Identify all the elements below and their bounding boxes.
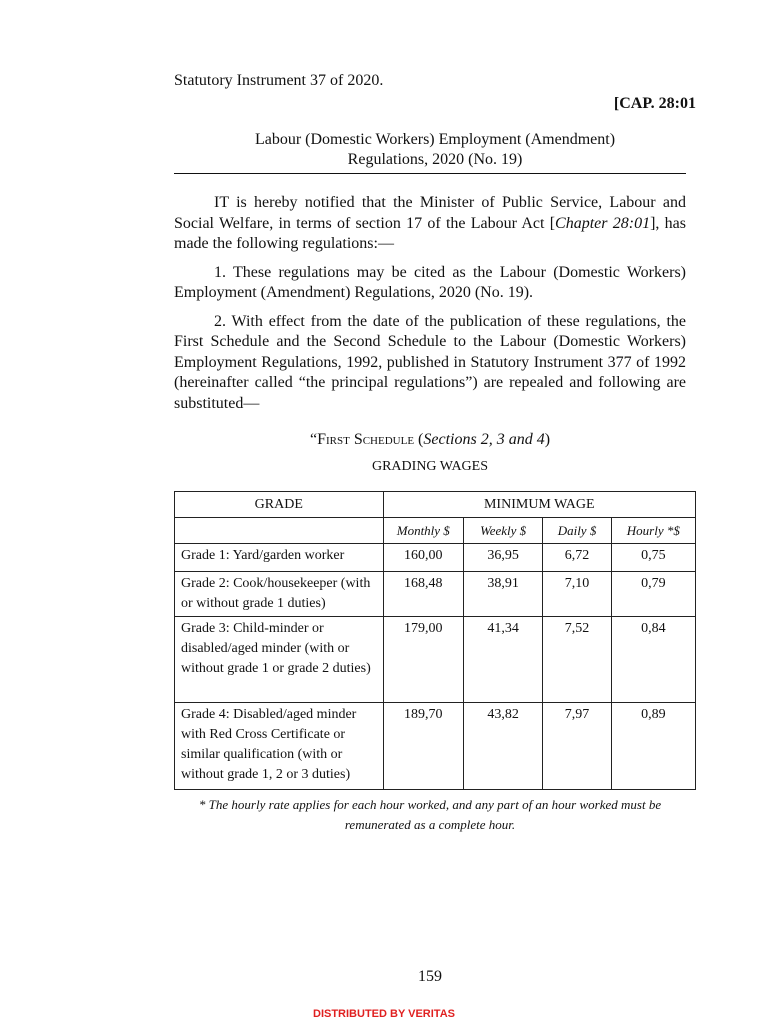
schedule-subtitle: GRADING WAGES	[371, 459, 489, 474]
monthly-header: Monthly $	[383, 518, 463, 544]
page-number: 159	[418, 968, 442, 985]
schedule-paren-close: )	[544, 431, 551, 448]
schedule-heading	[174, 431, 686, 449]
table-row	[175, 703, 696, 790]
monthly-cell: 168,48	[383, 572, 463, 617]
weekly-cell: 36,95	[463, 544, 542, 572]
hourly-rate-footnote: * The hourly rate applies for each hour worked, and any part of an hour worked must be remunerated as a complete hour.	[198, 797, 662, 832]
table-subheader-row	[175, 518, 696, 544]
hourly-header: Hourly *$	[611, 518, 695, 544]
grade-cell: Grade 1: Yard/garden worker	[175, 544, 384, 572]
preamble-text-end: ], has made the following regulations:—	[174, 214, 687, 252]
schedule-paren-open: (	[414, 431, 424, 448]
hourly-cell: 0,84	[611, 617, 695, 703]
preamble-text: IT is hereby notified that the Minister of Public Service, Labour and Social Welfare, in terms of section 17 of the Labour Act [	[174, 194, 686, 232]
regulation-title	[174, 130, 696, 170]
chapter-citation: Chapter 28:01	[555, 214, 651, 232]
schedule-quote: “	[309, 431, 318, 448]
distributed-by-watermark: DISTRIBUTED BY VERITAS	[313, 1008, 455, 1020]
hourly-cell: 0,89	[611, 703, 695, 790]
daily-cell: 7,10	[543, 572, 611, 617]
paragraph-citation: 1. These regulations may be cited as the Labour (Domestic Workers) Employment (Amendment) Regulations, 2020 (No. 19).	[174, 263, 686, 301]
table-row	[175, 617, 696, 703]
weekly-cell: 41,34	[463, 617, 542, 703]
monthly-cell: 189,70	[383, 703, 463, 790]
daily-cell: 7,97	[543, 703, 611, 790]
title-line-1: Labour (Domestic Workers) Employment (Amendment)	[254, 131, 616, 148]
monthly-cell: 179,00	[383, 617, 463, 703]
grade-cell: Grade 2: Cook/housekeeper (with or without grade 1 duties)	[175, 572, 384, 617]
paragraph-preamble	[174, 193, 686, 255]
paragraph-substitution: 2. With effect from the date of the publication of these regulations, the First Schedule and the Second Schedule to the Labour (Domestic Workers) Employment Regulations, 1992, published in Statutory Instrument 377 of 1992 (hereinafter called “the principal regulations”) are repealed and following are substituted—	[174, 312, 686, 412]
daily-cell: 6,72	[543, 544, 611, 572]
title-rule	[174, 173, 686, 174]
table-row	[175, 544, 696, 572]
weekly-header: Weekly $	[463, 518, 542, 544]
schedule-name: First Schedule	[317, 431, 415, 448]
weekly-cell: 38,91	[463, 572, 542, 617]
minimum-wage-header: MINIMUM WAGE	[383, 492, 695, 518]
wage-table	[174, 491, 696, 790]
body-text	[174, 193, 686, 422]
grade-cell: Grade 4: Disabled/aged minder with Red Cross Certificate or similar qualification (with or without grade 1, 2 or 3 duties)	[175, 703, 384, 790]
schedule-sections: Sections 2, 3 and 4	[423, 431, 545, 448]
title-line-2: Regulations, 2020 (No. 19)	[347, 151, 523, 168]
empty-subheader-cell	[175, 518, 384, 544]
table-header-row	[175, 492, 696, 518]
hourly-cell: 0,75	[611, 544, 695, 572]
weekly-cell: 43,82	[463, 703, 542, 790]
grade-header: GRADE	[175, 492, 384, 518]
table-row	[175, 572, 696, 617]
chapter-reference: [CAP. 28:01	[613, 95, 696, 112]
daily-header: Daily $	[543, 518, 611, 544]
grade-cell: Grade 3: Child-minder or disabled/aged minder (with or without grade 1 or grade 2 duties)	[175, 617, 384, 703]
daily-cell: 7,52	[543, 617, 611, 703]
document-page	[174, 0, 696, 1024]
monthly-cell: 160,00	[383, 544, 463, 572]
hourly-cell: 0,79	[611, 572, 695, 617]
instrument-number: Statutory Instrument 37 of 2020.	[174, 72, 384, 89]
